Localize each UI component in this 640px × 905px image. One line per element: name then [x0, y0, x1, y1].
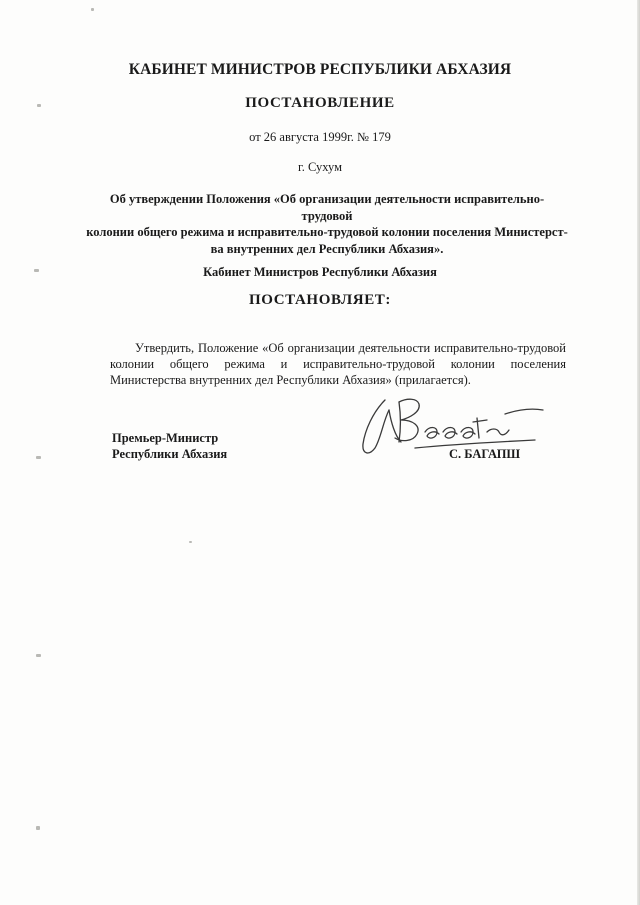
signatory-title-line: Республики Абхазия — [112, 447, 228, 461]
signatory-name: С. БАГАПШ — [449, 447, 521, 461]
scan-speck — [36, 654, 41, 657]
scan-speck — [189, 541, 192, 543]
signatory-title — [112, 430, 227, 462]
document-place: г. Сухум — [297, 160, 342, 174]
organization-title: КАБИНЕТ МИНИСТРОВ РЕСПУБЛИКИ АБХАЗИЯ — [128, 61, 512, 78]
body-paragraph: Утвердить, Положение «Об организации деятельности исправительно-трудовой колонии общего режима и исправительно-трудовой колонии поселения Министерства внутренних дел Республики Абхазия» (прилагается). — [110, 341, 566, 387]
decree-heading: ПОСТАНОВЛЯЕТ: — [248, 292, 392, 308]
scan-speck — [91, 8, 94, 11]
scan-speck — [36, 456, 41, 459]
scan-speck — [36, 826, 40, 830]
issuer: Кабинет Министров Республики Абхазия — [203, 265, 437, 279]
subject-line: колонии общего режима и исправительно-трудовой колонии поселения Министерст- — [86, 225, 568, 239]
document-type: ПОСТАНОВЛЕНИЕ — [245, 95, 395, 111]
document-date-number: от 26 августа 1999г. № 179 — [249, 130, 391, 144]
signatory-title-line: Премьер-Министр — [112, 431, 219, 445]
subject-line: ва внутренних дел Республики Абхазия». — [210, 241, 444, 256]
document-subject — [86, 191, 568, 257]
subject-line: Об утверждении Положения «Об организации деятельности исправительно-трудовой — [109, 192, 545, 223]
